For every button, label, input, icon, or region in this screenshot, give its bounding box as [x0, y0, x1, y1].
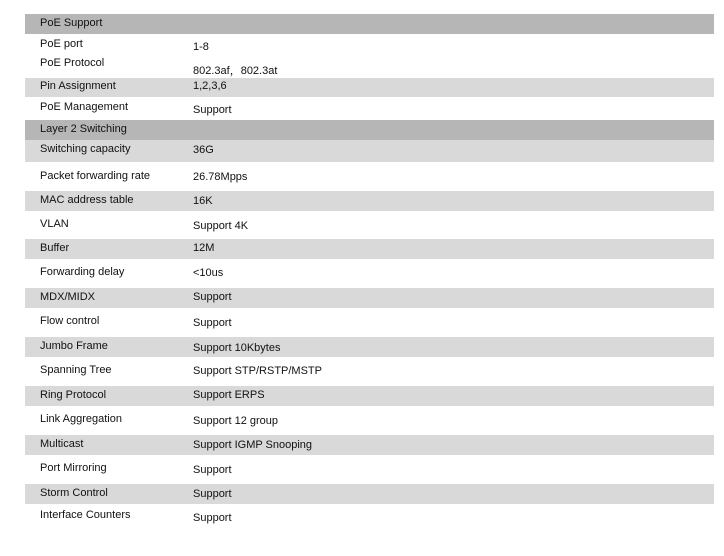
spec-label: Link Aggregation: [40, 413, 122, 425]
spec-row: [25, 357, 714, 386]
spec-row: [25, 78, 714, 97]
spec-label: MDX/MIDX: [40, 291, 95, 303]
spec-label: Port Mirroring: [40, 462, 107, 474]
section-header: [25, 120, 714, 140]
spec-value: Support 10Kbytes: [193, 342, 281, 354]
spec-label: Pin Assignment: [40, 80, 116, 92]
spec-value: 1,2,3,6: [193, 80, 227, 92]
spec-row: [25, 386, 714, 406]
spec-label: PoE Management: [40, 101, 129, 113]
spec-row: [25, 140, 714, 162]
spec-label: Spanning Tree: [40, 364, 112, 376]
spec-row: [25, 288, 714, 308]
spec-row: [25, 34, 714, 56]
spec-label: Interface Counters: [40, 509, 131, 521]
spec-row: [25, 97, 714, 120]
spec-value: 26.78Mpps: [193, 171, 248, 183]
spec-label: MAC address table: [40, 194, 134, 206]
spec-table: [25, 14, 714, 531]
spec-label: Ring Protocol: [40, 389, 107, 401]
spec-value: 16K: [193, 195, 213, 207]
spec-label: PoE port: [40, 38, 83, 50]
spec-label: Buffer: [40, 242, 70, 254]
spec-row: [25, 56, 714, 78]
spec-label: Packet forwarding rate: [40, 170, 151, 182]
spec-row: [25, 239, 714, 259]
spec-value: Support STP/RSTP/MSTP: [193, 365, 322, 377]
spec-value: 802.3af，802.3at: [193, 65, 278, 77]
spec-value: Support IGMP Snooping: [193, 439, 313, 451]
section-title: Layer 2 Switching: [40, 123, 127, 135]
spec-label: Storm Control: [40, 487, 108, 499]
spec-row: [25, 308, 714, 337]
spec-row: [25, 337, 714, 357]
spec-row: [25, 162, 714, 191]
spec-row: [25, 504, 714, 531]
spec-value: Support: [193, 104, 232, 116]
spec-value: Support 4K: [193, 220, 249, 232]
section-title: PoE Support: [40, 17, 103, 29]
spec-label: Jumbo Frame: [40, 340, 108, 352]
spec-value: 36G: [193, 144, 214, 156]
spec-value: 1-8: [193, 41, 209, 53]
spec-value: Support: [193, 488, 232, 500]
spec-value: Support: [193, 317, 232, 329]
spec-label: Forwarding delay: [40, 266, 125, 278]
spec-label: Multicast: [40, 438, 84, 450]
spec-row: [25, 484, 714, 504]
spec-value: Support ERPS: [193, 389, 265, 401]
spec-value: Support 12 group: [193, 415, 279, 427]
spec-row: [25, 211, 714, 239]
spec-row: [25, 406, 714, 435]
spec-value: Support: [193, 291, 232, 303]
spec-value: Support: [193, 512, 232, 524]
spec-label: Flow control: [40, 315, 100, 327]
spec-value: 12M: [193, 242, 215, 254]
spec-row: [25, 435, 714, 455]
spec-label: VLAN: [40, 218, 69, 230]
spec-value: Support: [193, 464, 232, 476]
section-header: [25, 14, 714, 34]
spec-row: [25, 259, 714, 288]
spec-label: PoE Protocol: [40, 57, 105, 69]
spec-label: Switching capacity: [40, 143, 131, 155]
spec-value: <10us: [193, 267, 224, 279]
spec-row: [25, 191, 714, 211]
spec-row: [25, 455, 714, 484]
